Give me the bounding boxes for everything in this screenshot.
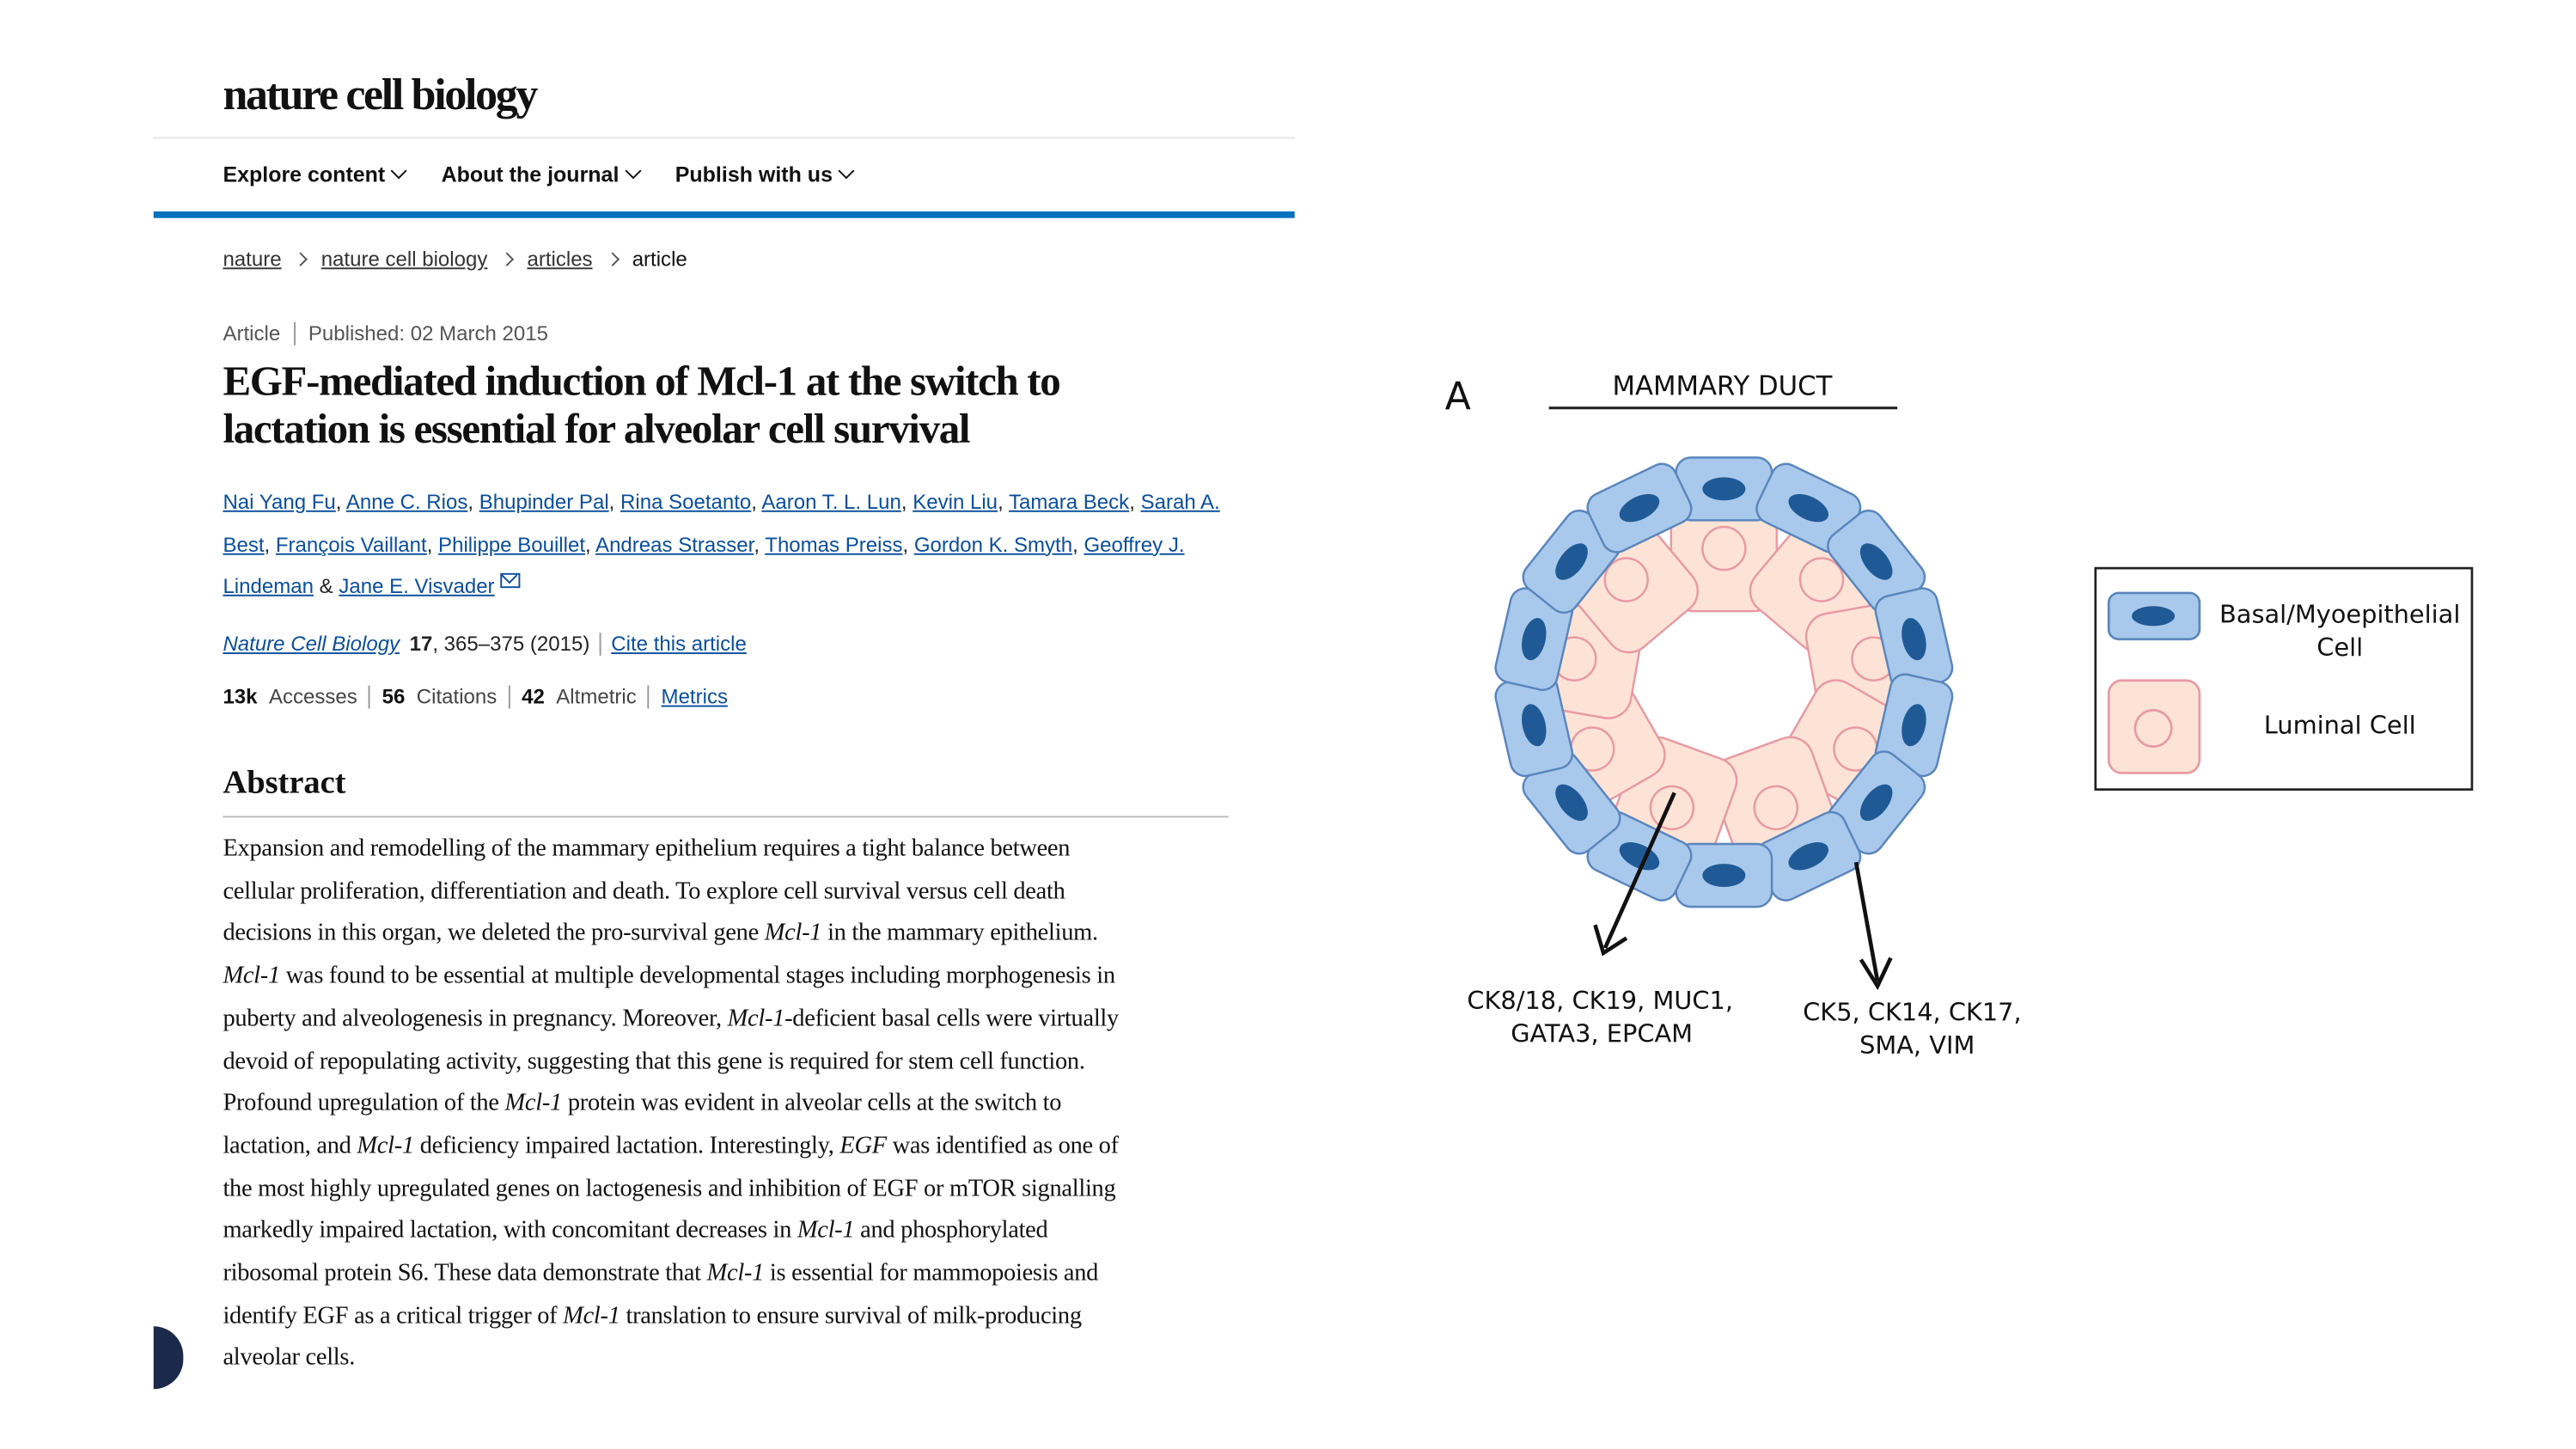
- citations-label: Citations: [416, 685, 497, 709]
- citations-value: 56: [382, 685, 406, 709]
- abstract-text: [223, 829, 1230, 1381]
- header-divider: [154, 138, 1295, 139]
- author-link[interactable]: Sarah A. Best: [223, 490, 1220, 557]
- author-link[interactable]: Gordon K. Smyth: [913, 533, 1073, 557]
- abstract-heading: Abstract: [223, 764, 346, 802]
- chevron-right-icon: [294, 253, 308, 266]
- author-link[interactable]: Andreas Strasser: [595, 533, 754, 557]
- abstract-line: lactation, and Mcl-1 deficiency impaired lactation. Interestingly, EGF was identified as one of: [223, 1133, 1119, 1159]
- citation-line: [223, 633, 746, 656]
- panel-label: A: [1444, 375, 1471, 419]
- abstract-line: ribosomal protein S6. These data demonstrate that Mcl-1 is essential for mammopoiesis and: [223, 1260, 1099, 1287]
- chevron-right-icon: [500, 253, 514, 266]
- altmetric-value: 42: [522, 685, 545, 709]
- author-link[interactable]: Tamara Beck: [1009, 490, 1130, 514]
- left-markers-line1: CK8/18, CK19, MUC1,: [1467, 986, 1734, 1016]
- author-link[interactable]: Philippe Bouillet: [438, 533, 586, 557]
- author-link[interactable]: Rina Soetanto: [620, 490, 752, 514]
- figure-title: MAMMARY DUCT: [1612, 370, 1833, 402]
- published-date: Published: 02 March 2015: [308, 321, 548, 345]
- author-link[interactable]: Aaron T. L. Lun: [761, 490, 901, 514]
- divider: [369, 686, 370, 709]
- article-title: EGF-mediated induction of Mcl-1 at the switch to lactation is essential for alveolar cell survival: [223, 357, 1060, 453]
- abstract-line: decisions in this organ, we deleted the pro-survival gene Mcl-1 in the mammary epithelium.: [223, 920, 1098, 947]
- article-metrics: [223, 686, 728, 709]
- breadcrumb-nature[interactable]: nature: [223, 248, 282, 272]
- abstract-line: puberty and alveologenesis in pregnancy. Moreover, Mcl-1-deficient basal cells were virtually: [223, 1006, 1119, 1032]
- divider: [648, 686, 650, 709]
- mammary-duct-figure: [1420, 347, 2510, 1091]
- volume: 17: [409, 633, 433, 656]
- nav-label: Explore content: [223, 162, 386, 187]
- pages-year: , 365–375 (2015): [432, 633, 590, 656]
- chevron-right-icon: [605, 253, 619, 266]
- journal-name-link[interactable]: Nature Cell Biology: [223, 633, 400, 656]
- mail-icon[interactable]: [499, 574, 519, 589]
- feedback-button[interactable]: [154, 1326, 184, 1389]
- journal-logo[interactable]: nature cell biology: [223, 69, 537, 119]
- abstract-line: Mcl-1 was found to be essential at multiple developmental stages including morphogenesis in: [223, 963, 1115, 990]
- abstract-line: alveolar cells.: [223, 1345, 356, 1372]
- header-accent-bar: [154, 211, 1295, 218]
- article-type: Article: [223, 321, 281, 345]
- abstract-divider: [223, 816, 1228, 817]
- arrow-basal: [1856, 862, 1877, 981]
- legend-basal-line2: Cell: [2317, 632, 2364, 662]
- legend-luminal-cell: [2109, 681, 2200, 773]
- author-link[interactable]: Nai Yang Fu: [223, 490, 336, 514]
- duct-cells: [1492, 457, 1955, 907]
- abstract-line: markedly impaired lactation, with concomitant decreases in Mcl-1 and phosphorylated: [223, 1217, 1048, 1244]
- right-markers-line2: SMA, VIM: [1859, 1030, 1975, 1061]
- legend-basal-nucleus: [2132, 606, 2175, 626]
- left-markers-line2: GATA3, EPCAM: [1511, 1018, 1694, 1049]
- altmetric-label: Altmetric: [556, 685, 637, 709]
- author-link[interactable]: Anne C. Rios: [345, 490, 468, 514]
- divider: [294, 322, 296, 345]
- divider: [600, 633, 601, 656]
- abstract-line: the most highly upregulated genes on lactogenesis and inhibition of EGF or mTOR signalling: [223, 1175, 1116, 1202]
- nav-label: Publish with us: [675, 162, 833, 187]
- author-link[interactable]: Thomas Preiss: [765, 533, 903, 557]
- legend-basal-line1: Basal/Myoepithelial: [2219, 599, 2461, 629]
- abstract-line: identify EGF as a critical trigger of Mcl-1 translation to ensure survival of milk-producing: [223, 1302, 1082, 1330]
- author-link[interactable]: Geoffrey J. Lindeman: [223, 533, 1185, 599]
- author-link[interactable]: Kevin Liu: [913, 490, 998, 514]
- accesses-label: Accesses: [268, 685, 357, 709]
- breadcrumb-articles[interactable]: articles: [527, 248, 593, 272]
- author-link[interactable]: Bhupinder Pal: [479, 490, 609, 514]
- chevron-down-icon: [391, 162, 407, 179]
- nav-label: About the journal: [441, 162, 620, 187]
- metrics-link[interactable]: Metrics: [661, 685, 728, 709]
- author-and: &: [319, 575, 333, 599]
- chevron-down-icon: [625, 162, 641, 179]
- author-link[interactable]: Jane E. Visvader: [339, 575, 495, 599]
- divider: [509, 686, 510, 709]
- abstract-line: Profound upregulation of the Mcl-1 protein was evident in alveolar cells at the switch to: [223, 1090, 1062, 1117]
- breadcrumb-journal[interactable]: nature cell biology: [320, 248, 488, 272]
- nav-about-journal[interactable]: [442, 162, 639, 186]
- abstract-line: devoid of repopulating activity, suggesting that this gene is required for stem cell function.: [223, 1048, 1085, 1075]
- breadcrumb-current: article: [632, 248, 687, 272]
- nav-explore-content[interactable]: [223, 162, 405, 186]
- abstract-line: Expansion and remodelling of the mammary epithelium requires a tight balance between: [223, 835, 1071, 863]
- main-nav: [223, 162, 852, 186]
- accesses-value: 13k: [223, 685, 258, 709]
- chevron-down-icon: [839, 162, 855, 179]
- author-link[interactable]: François Vaillant: [275, 533, 427, 557]
- legend-luminal-label: Luminal Cell: [2263, 710, 2416, 740]
- cite-article-link[interactable]: Cite this article: [611, 633, 747, 656]
- abstract-line: cellular proliferation, differentiation and death. To explore cell survival versus cell death: [223, 877, 1065, 905]
- nav-publish-with-us[interactable]: [675, 162, 852, 186]
- author-list: Nai Yang Fu, Anne C. Rios, Bhupinder Pal, Rina Soetanto, Aaron T. L. Lun, Kevin Liu, Tamara Beck, Sarah A. Best, François Vaillant, Philippe Bouillet, Andreas Strasser, Thomas Preiss, Gordon K. Smyth, Geoffrey J. Lindeman & Jane E. Visvader: [223, 490, 1220, 599]
- breadcrumb: [223, 248, 687, 271]
- right-markers-line1: CK5, CK14, CK17,: [1803, 997, 2022, 1027]
- article-meta: [223, 322, 548, 345]
